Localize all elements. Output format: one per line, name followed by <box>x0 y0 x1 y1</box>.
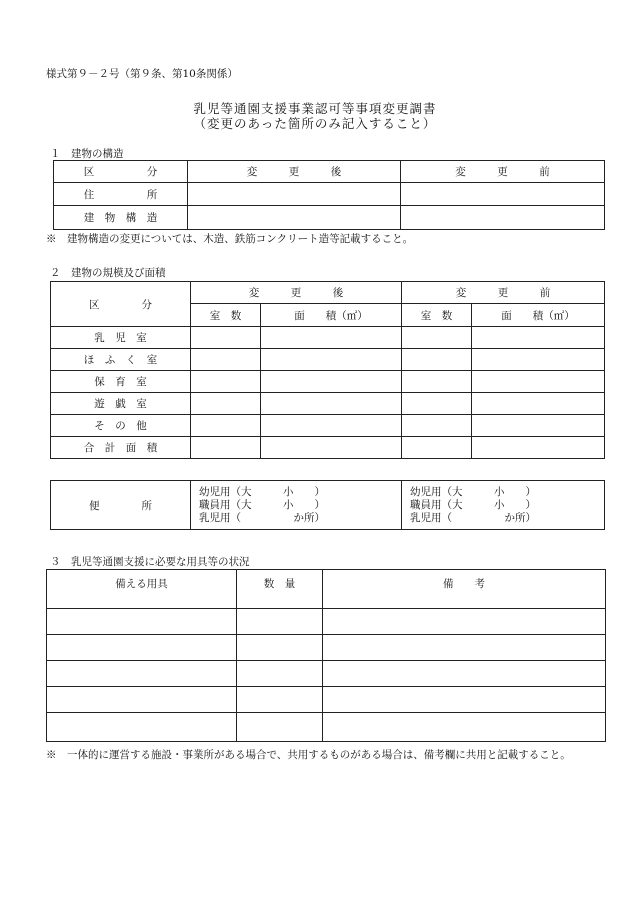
section1-note: ※ 建物構造の変更については、木造、鉄筋コンクリート造等記載すること。 <box>46 233 414 245</box>
header-after-area: 面 積（㎡） <box>261 304 402 327</box>
row-label-structure: 建 物 構 造 <box>54 206 188 230</box>
cell-input[interactable] <box>261 371 402 393</box>
cell-input[interactable] <box>402 371 472 393</box>
section2-heading: ２ 建物の規模及び面積 <box>50 267 166 279</box>
address-before-cell[interactable] <box>401 183 605 206</box>
cell-input[interactable] <box>323 713 606 742</box>
cell-input[interactable] <box>237 661 323 687</box>
cell-input[interactable] <box>323 661 606 687</box>
address-after-cell[interactable] <box>188 183 401 206</box>
cell-input[interactable] <box>261 393 402 415</box>
cell-input[interactable] <box>323 687 606 713</box>
section3-heading: ３ 乳児等通園支援に必要な用具等の状況 <box>50 556 250 568</box>
header-before-area: 面 積（㎡） <box>472 304 605 327</box>
cell-input[interactable] <box>402 327 472 349</box>
cell-input[interactable] <box>472 371 605 393</box>
toilet-after-cell[interactable] <box>191 481 402 530</box>
toilet-after-line-infant: 乳児用（ か所） <box>199 511 325 524</box>
row-label-crawling-room: ほ ふ く 室 <box>51 349 191 371</box>
cell-input[interactable] <box>191 415 261 437</box>
form-number: 様式第９－２号（第９条、第10条関係） <box>46 68 238 80</box>
header-remarks: 備 考 <box>323 570 606 609</box>
cell-input[interactable] <box>402 415 472 437</box>
cell-input[interactable] <box>472 327 605 349</box>
cell-input[interactable] <box>472 415 605 437</box>
row-label-infant-room: 乳 児 室 <box>51 327 191 349</box>
cell-input[interactable] <box>191 349 261 371</box>
cell-input[interactable] <box>47 635 237 661</box>
toilet-before-line-staff: 職員用（大 小 ） <box>410 498 536 511</box>
structure-before-cell[interactable] <box>401 206 605 230</box>
row-label-other: そ の 他 <box>51 415 191 437</box>
cell-input[interactable] <box>191 327 261 349</box>
header-equipment: 備える用具 <box>47 570 237 609</box>
header-before: 変 更 前 <box>402 282 605 304</box>
document-subtitle: （変更のあった箇所のみ記入すること） <box>193 116 437 131</box>
toilet-label: 便 所 <box>51 481 191 530</box>
header-after-rooms: 室 数 <box>191 304 261 327</box>
toilet-before-line-child: 幼児用（大 小 ） <box>410 485 536 498</box>
cell-input[interactable] <box>237 609 323 635</box>
cell-input[interactable] <box>47 687 237 713</box>
cell-input[interactable] <box>323 635 606 661</box>
section3-note: ※ 一体的に運営する施設・事業所がある場合で、共用するものがある場合は、備考欄に共用と記載すること。 <box>46 749 571 761</box>
toilet-before-cell[interactable] <box>402 481 605 530</box>
cell-input[interactable] <box>237 687 323 713</box>
header-before: 変 更 前 <box>401 161 605 183</box>
row-label-nursery-room: 保 育 室 <box>51 371 191 393</box>
toilet-table <box>50 480 605 530</box>
header-category: 区 分 <box>51 282 191 327</box>
cell-input[interactable] <box>472 437 605 459</box>
cell-input[interactable] <box>47 609 237 635</box>
building-structure-table <box>53 160 605 230</box>
header-quantity: 数 量 <box>237 570 323 609</box>
cell-input[interactable] <box>237 635 323 661</box>
cell-input[interactable] <box>261 415 402 437</box>
cell-input[interactable] <box>402 349 472 371</box>
document-title: 乳児等通園支援事業認可等事項変更調書 <box>193 101 437 116</box>
toilet-after-line-staff: 職員用（大 小 ） <box>199 498 325 511</box>
cell-input[interactable] <box>261 437 402 459</box>
cell-input[interactable] <box>472 393 605 415</box>
toilet-before-line-infant: 乳児用（ か所） <box>410 511 536 524</box>
equipment-table <box>46 569 606 742</box>
row-label-total-area: 合 計 面 積 <box>51 437 191 459</box>
cell-input[interactable] <box>191 437 261 459</box>
cell-input[interactable] <box>261 327 402 349</box>
cell-input[interactable] <box>402 393 472 415</box>
cell-input[interactable] <box>472 349 605 371</box>
toilet-after-line-child: 幼児用（大 小 ） <box>199 485 325 498</box>
cell-input[interactable] <box>47 661 237 687</box>
building-scale-table <box>50 281 605 459</box>
cell-input[interactable] <box>47 713 237 742</box>
row-label-address: 住 所 <box>54 183 188 206</box>
cell-input[interactable] <box>323 609 606 635</box>
cell-input[interactable] <box>237 713 323 742</box>
cell-input[interactable] <box>191 371 261 393</box>
cell-input[interactable] <box>402 437 472 459</box>
row-label-play-room: 遊 戯 室 <box>51 393 191 415</box>
header-after: 変 更 後 <box>191 282 402 304</box>
header-category: 区 分 <box>54 161 188 183</box>
structure-after-cell[interactable] <box>188 206 401 230</box>
header-after: 変 更 後 <box>188 161 401 183</box>
header-before-rooms: 室 数 <box>402 304 472 327</box>
cell-input[interactable] <box>191 393 261 415</box>
section1-heading: １ 建物の構造 <box>50 148 124 160</box>
cell-input[interactable] <box>261 349 402 371</box>
